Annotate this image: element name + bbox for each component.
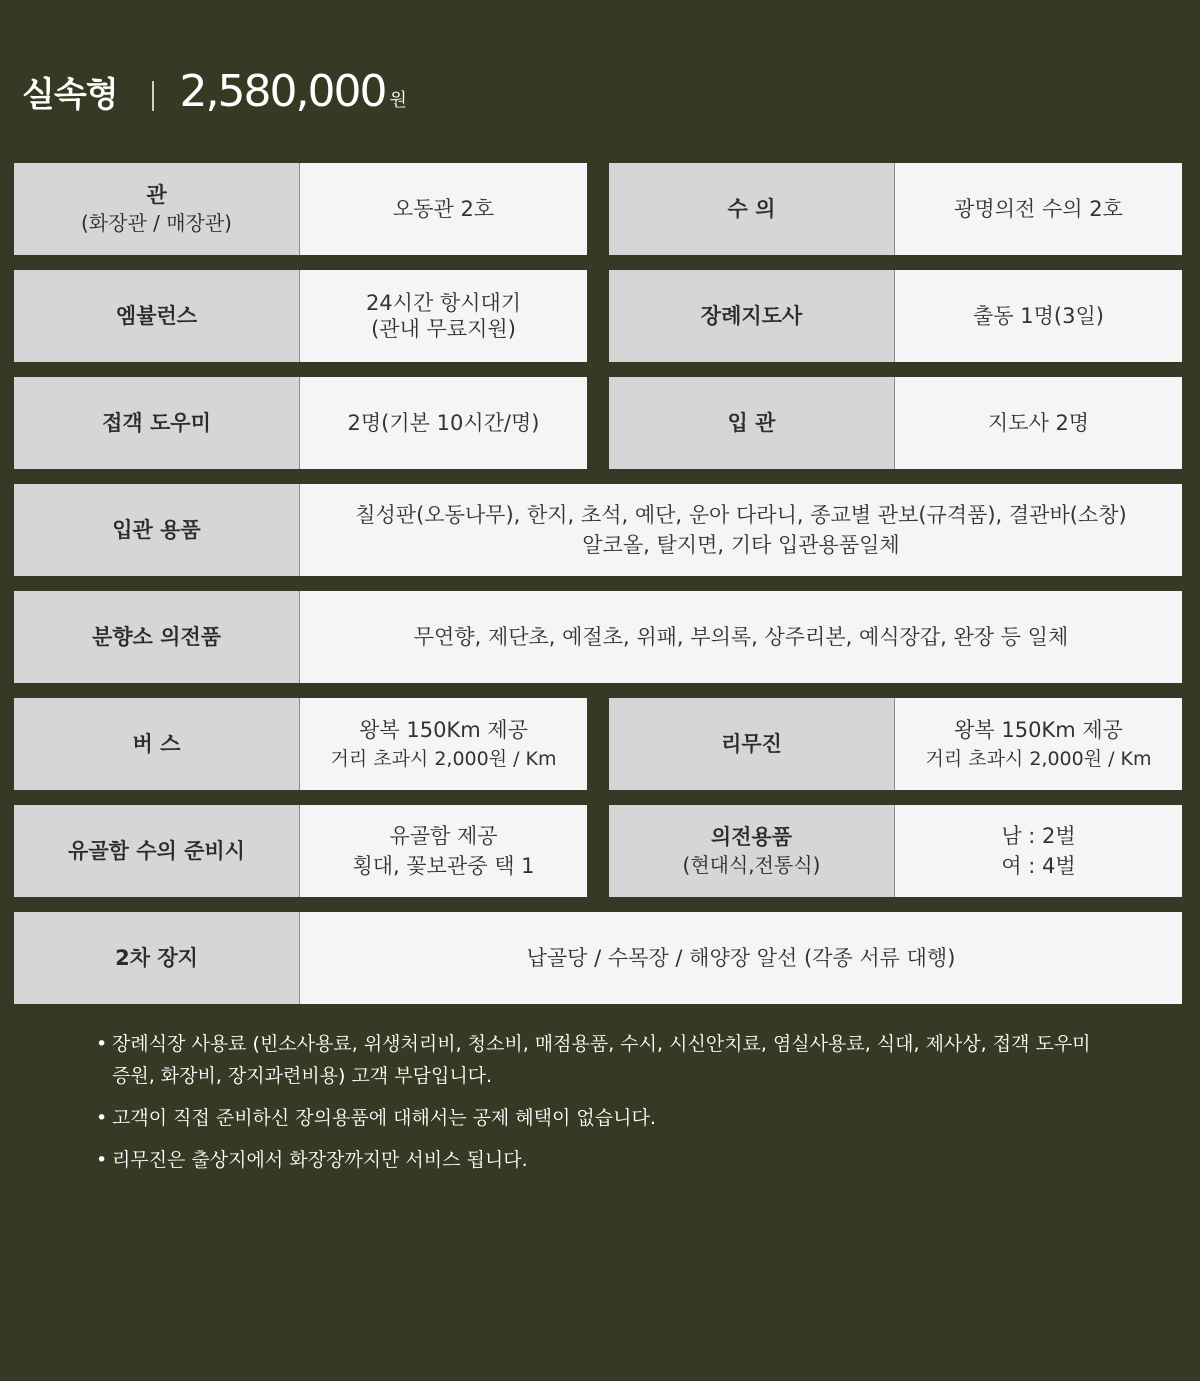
item-value — [300, 805, 587, 897]
item-value-text: 지도사 2명 — [987, 411, 1090, 435]
item-label-text: 장례지도사 — [700, 304, 803, 328]
item-label-text: 의전용품 — [710, 825, 793, 849]
item-label — [609, 163, 895, 255]
item-value-text: 왕복 150Km 제공 — [359, 718, 528, 742]
item-label — [609, 698, 895, 790]
table-row — [14, 484, 1182, 576]
table-row — [14, 912, 1182, 1004]
item-value-text: 출동 1명(3일) — [973, 304, 1104, 328]
bullet-icon: • — [96, 1107, 108, 1129]
item-value — [300, 163, 587, 255]
item-label — [14, 591, 300, 683]
item-label — [14, 484, 300, 576]
item-reception-helper — [14, 377, 587, 469]
item-label-text: 수 의 — [727, 197, 776, 221]
item-label-text: 2차 장지 — [115, 946, 198, 970]
item-urn-shroud — [14, 805, 587, 897]
item-value — [300, 698, 587, 790]
item-coffin — [14, 163, 587, 255]
plan-price: 2,580,000 — [179, 66, 386, 117]
table-row — [14, 270, 1182, 362]
item-value — [300, 377, 587, 469]
item-label-subtext: (현대식,전통식) — [682, 853, 821, 877]
item-value — [300, 912, 1182, 1004]
item-label-text: 입관 용품 — [112, 518, 201, 542]
item-value-text: 칠성판(오동나무), 한지, 초석, 예단, 운아 다라니, 종교별 관보(규격품), 결관바(소창) — [355, 503, 1127, 527]
item-label-text: 엠뷸런스 — [115, 304, 198, 328]
item-value-text: 유골함 제공 — [389, 824, 498, 848]
item-label — [14, 698, 300, 790]
item-value — [895, 698, 1182, 790]
price-unit: 원 — [389, 90, 407, 111]
plan-name: 실속형 — [22, 75, 118, 115]
item-label — [14, 377, 300, 469]
item-funeral-director — [609, 270, 1182, 362]
list-item — [96, 1102, 1096, 1134]
item-value — [895, 377, 1182, 469]
item-value-subtext: 알코올, 탈지면, 기타 입관용품일체 — [582, 533, 900, 557]
item-value — [895, 270, 1182, 362]
item-value — [300, 270, 587, 362]
list-item — [96, 1144, 1096, 1176]
item-value — [300, 591, 1182, 683]
item-label — [14, 270, 300, 362]
note-text: 고객이 직접 준비하신 장의용품에 대해서는 공제 혜택이 없습니다. — [112, 1107, 656, 1129]
item-label-text: 분향소 의전품 — [91, 625, 222, 649]
item-encoffining-supplies — [14, 484, 1182, 576]
list-item — [96, 1028, 1096, 1092]
item-label-text: 접객 도우미 — [102, 411, 211, 435]
price-header — [22, 66, 407, 126]
item-ceremonial-clothing — [609, 805, 1182, 897]
item-value — [895, 805, 1182, 897]
item-label — [609, 270, 895, 362]
item-shroud — [609, 163, 1182, 255]
item-limousine — [609, 698, 1182, 790]
notes-list — [96, 1028, 1096, 1186]
item-encoffining — [609, 377, 1182, 469]
item-ambulance — [14, 270, 587, 362]
bullet-icon: • — [96, 1033, 108, 1055]
item-value — [895, 163, 1182, 255]
table-row — [14, 698, 1182, 790]
item-value-text: 납골당 / 수목장 / 해양장 알선 (각종 서류 대행) — [526, 946, 956, 970]
item-value-text: 남 : 2벌 — [1001, 824, 1076, 848]
header-divider — [152, 81, 154, 111]
item-value-subtext: 거리 초과시 2,000원 / Km — [925, 748, 1152, 770]
item-secondary-burial — [14, 912, 1182, 1004]
item-bus — [14, 698, 587, 790]
item-value — [300, 484, 1182, 576]
item-label-text: 유골함 수의 준비시 — [68, 839, 245, 863]
item-label — [14, 163, 300, 255]
item-value-text: 광명의전 수의 2호 — [954, 197, 1123, 221]
item-value-text: 오동관 2호 — [392, 197, 495, 221]
bullet-icon: • — [96, 1149, 108, 1171]
item-label-subtext: (화장관 / 매장관) — [81, 211, 232, 235]
item-label — [14, 912, 300, 1004]
table-row — [14, 805, 1182, 897]
item-label — [609, 377, 895, 469]
item-label — [609, 805, 895, 897]
item-label-text: 리무진 — [721, 732, 782, 756]
table-row — [14, 377, 1182, 469]
item-label-text: 관 — [146, 183, 167, 207]
table-row — [14, 591, 1182, 683]
item-value-subtext: (관내 무료지원) — [371, 317, 516, 341]
item-label — [14, 805, 300, 897]
item-label-text: 입 관 — [727, 411, 776, 435]
table-row — [14, 163, 1182, 255]
item-label-text: 버 스 — [132, 732, 181, 756]
item-value-subtext: 거리 초과시 2,000원 / Km — [330, 748, 557, 770]
note-text: 장례식장 사용료 (빈소사용료, 위생처리비, 청소비, 매점용품, 수시, 시신안치료, 염실사용료, 식대, 제사상, 접객 도우미증원, 화장비, 장지과련비용) 고객 부담입니다. — [112, 1033, 1091, 1087]
note-text: 리무진은 출상지에서 화장장까지만 서비스 됩니다. — [112, 1149, 528, 1171]
item-value-subtext: 횡대, 꽃보관중 택 1 — [352, 854, 535, 878]
item-value-text: 2명(기본 10시간/명) — [347, 411, 540, 435]
item-value-subtext: 여 : 4벌 — [1001, 854, 1076, 878]
item-value-text: 24시간 항시대기 — [365, 291, 522, 315]
item-memorial-supplies — [14, 591, 1182, 683]
item-value-text: 왕복 150Km 제공 — [954, 718, 1123, 742]
item-value-text: 무연향, 제단초, 예절초, 위패, 부의록, 상주리본, 예식장갑, 완장 등 일체 — [413, 625, 1069, 649]
